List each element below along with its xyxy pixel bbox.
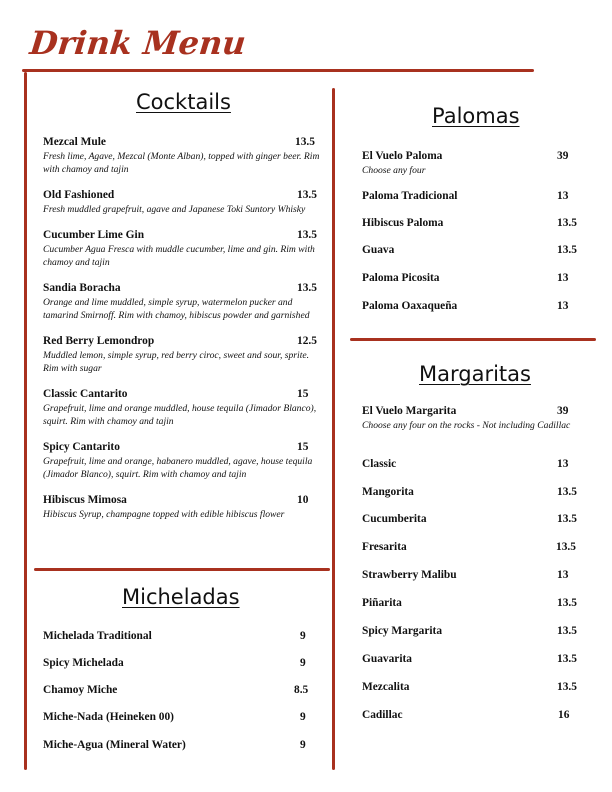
item-name: Sandia Boracha	[43, 282, 121, 294]
item-name: El Vuelo Margarita	[362, 405, 457, 417]
item-price: 12.5	[297, 335, 317, 347]
item-name: Fresarita	[362, 541, 407, 553]
item-name: Classic	[362, 458, 397, 470]
item-name: Paloma Oaxaqueña	[362, 300, 458, 312]
right-divider-stroke	[350, 338, 596, 341]
cocktails-heading: Cocktails	[136, 90, 231, 114]
item-name: Guavarita	[362, 653, 412, 665]
item-price: 39	[557, 150, 569, 162]
item-name: Spicy Cantarito	[43, 441, 120, 453]
menu-item	[362, 709, 592, 722]
menu-item	[43, 335, 323, 375]
item-name: Classic Cantarito	[43, 388, 128, 400]
item-description: Choose any four on the rocks - Not including Cadillac	[362, 420, 571, 431]
menu-item	[362, 541, 592, 554]
menu-item	[362, 190, 582, 203]
item-price: 8.5	[294, 684, 309, 696]
item-name: Spicy Michelada	[43, 657, 124, 669]
menu-item	[43, 229, 323, 269]
item-price: 10	[297, 494, 309, 506]
left-border-stroke	[24, 72, 27, 770]
item-name: Miche-Agua (Mineral Water)	[43, 739, 186, 751]
item-name: Guava	[362, 244, 395, 256]
menu-item	[43, 739, 323, 752]
item-price: 13.5	[557, 513, 577, 525]
item-name: Michelada Traditional	[43, 630, 152, 642]
item-price: 13	[557, 569, 569, 581]
item-price: 13.5	[557, 486, 577, 498]
menu-item	[43, 711, 323, 724]
menu-item	[362, 405, 592, 432]
margaritas-heading: Margaritas	[419, 362, 531, 386]
menu-item	[362, 244, 582, 257]
menu-item	[43, 657, 323, 670]
item-price: 39	[557, 405, 569, 417]
top-border-stroke	[22, 69, 534, 72]
item-name: Piñarita	[362, 597, 402, 609]
menu-title: Drink Menu	[28, 24, 248, 62]
item-name: Cucumberita	[362, 513, 427, 525]
menu-item	[43, 684, 323, 697]
item-price: 13.5	[557, 244, 577, 256]
item-name: Hibiscus Paloma	[362, 217, 444, 229]
item-name: Red Berry Lemondrop	[43, 335, 155, 347]
menu-item	[43, 189, 323, 216]
micheladas-heading: Micheladas	[122, 585, 240, 609]
item-name: Mezcalita	[362, 681, 410, 693]
item-price: 13.5	[557, 653, 577, 665]
item-name: Cucumber Lime Gin	[43, 229, 145, 241]
item-description: Grapefruit, lime and orange, habanero muddled, agave, house tequila (Jimador Blanco), squirt. Rim with chamoy and tajin	[43, 456, 313, 480]
item-price: 13	[557, 300, 569, 312]
item-name: Hibiscus Mimosa	[43, 494, 127, 506]
menu-item	[362, 300, 582, 313]
item-description: Fresh lime, Agave, Mezcal (Monte Alban), topped with ginger beer. Rim with chamoy and tajin	[43, 151, 320, 175]
menu-item	[362, 272, 582, 285]
item-description: Orange and lime muddled, simple syrup, watermelon pucker and tamarind Smirnoff. Rim with chamoy, hibiscus powder and garnished	[43, 297, 310, 321]
item-description: Hibiscus Syrup, champagne topped with edible hibiscus flower	[43, 509, 285, 520]
item-price: 13.5	[557, 217, 577, 229]
item-name: Paloma Tradicional	[362, 190, 458, 202]
menu-item	[43, 282, 323, 322]
item-description: Choose any four	[362, 165, 426, 176]
menu-item	[362, 625, 592, 638]
menu-item	[362, 569, 592, 582]
menu-item	[43, 441, 323, 481]
palomas-heading: Palomas	[432, 104, 520, 128]
menu-item	[362, 486, 592, 499]
item-price: 13.5	[557, 625, 577, 637]
menu-item	[362, 217, 582, 230]
item-name: Mangorita	[362, 486, 414, 498]
item-price: 13	[557, 190, 569, 202]
item-name: El Vuelo Paloma	[362, 150, 443, 162]
item-price: 9	[300, 630, 306, 642]
item-price: 9	[300, 711, 306, 723]
item-price: 13	[557, 458, 569, 470]
menu-item	[43, 388, 323, 428]
menu-item	[362, 597, 592, 610]
item-price: 9	[300, 657, 306, 669]
menu-item	[362, 513, 592, 526]
item-description: Grapefruit, lime and orange muddled, house tequila (Jimador Blanco), squirt. Rim with chamoy and tajin	[43, 403, 317, 427]
menu-item	[362, 653, 592, 666]
item-description: Cucumber Agua Fresca with muddle cucumber, lime and gin. Rim with chamoy and tajin	[43, 244, 315, 268]
item-name: Spicy Margarita	[362, 625, 443, 637]
item-price: 15	[297, 388, 309, 400]
item-description: Fresh muddled grapefruit, agave and Japanese Toki Suntory Whisky	[43, 204, 306, 215]
item-price: 13.5	[297, 189, 317, 201]
item-name: Strawberry Malibu	[362, 569, 457, 581]
item-price: 13.5	[557, 597, 577, 609]
menu-item	[362, 150, 582, 177]
item-description: Muddled lemon, simple syrup, red berry ciroc, sweet and sour, sprite. Rim with sugar	[43, 350, 310, 374]
menu-item	[43, 630, 323, 643]
item-price: 13.5	[297, 229, 317, 241]
item-name: Old Fashioned	[43, 189, 115, 201]
menu-item	[43, 136, 323, 176]
menu-item	[362, 681, 592, 694]
item-price: 13.5	[557, 681, 577, 693]
item-price: 16	[558, 709, 570, 721]
item-price: 13.5	[295, 136, 315, 148]
item-name: Mezcal Mule	[43, 136, 106, 148]
item-price: 13	[557, 272, 569, 284]
menu-item	[43, 494, 323, 521]
item-price: 13.5	[297, 282, 317, 294]
center-divider-stroke	[332, 88, 335, 770]
item-price: 13.5	[556, 541, 576, 553]
left-divider-stroke	[34, 568, 330, 571]
item-price: 9	[300, 739, 306, 751]
item-name: Cadillac	[362, 709, 403, 721]
item-price: 15	[297, 441, 309, 453]
item-name: Miche-Nada (Heineken 00)	[43, 711, 174, 723]
item-name: Paloma Picosita	[362, 272, 440, 284]
item-name: Chamoy Miche	[43, 684, 118, 696]
menu-item	[362, 458, 592, 471]
